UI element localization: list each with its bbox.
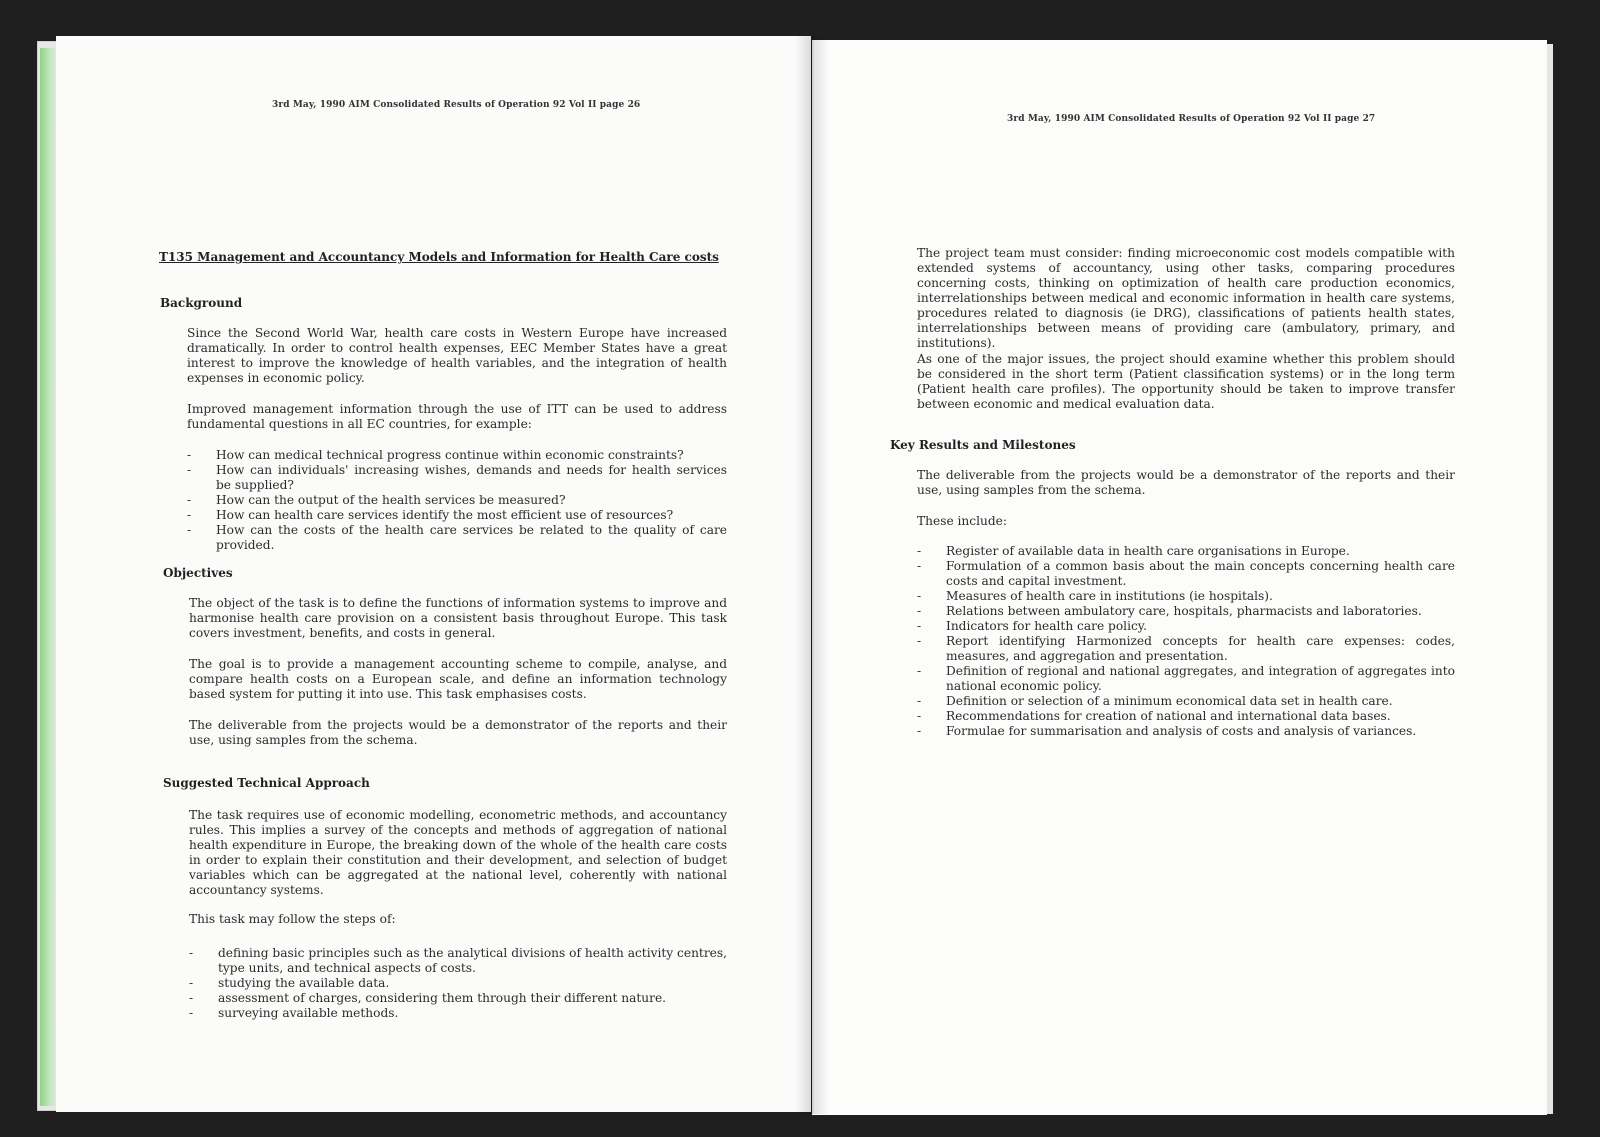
list-item: - How can individuals' increasing wishes, demands and needs for health services be supplied? bbox=[187, 463, 727, 493]
list-item: - Relations between ambulatory care, hospitals, pharmacists and laboratories. bbox=[917, 604, 1455, 619]
background-question-list bbox=[187, 448, 727, 553]
key-results-heading: Key Results and Milestones bbox=[890, 438, 1076, 452]
book-gutter bbox=[795, 36, 829, 1114]
left-page bbox=[56, 36, 811, 1112]
list-item: - surveying available methods. bbox=[189, 1006, 727, 1021]
objectives-paragraph-3: The deliverable from the projects would be a demonstrator of the reports and their use, using samples from the schema. bbox=[189, 718, 727, 747]
list-item: - Register of available data in health care organisations in Europe. bbox=[917, 544, 1455, 559]
list-item: - How can medical technical progress continue within economic constraints? bbox=[187, 448, 727, 463]
approach-heading: Suggested Technical Approach bbox=[163, 776, 370, 790]
key-results-paragraph-2: These include: bbox=[917, 514, 1007, 528]
list-item: - Recommendations for creation of national and international data bases. bbox=[917, 709, 1455, 724]
page-header-right: 3rd May, 1990 AIM Consolidated Results of Operation 92 Vol II page 27 bbox=[1007, 114, 1376, 124]
list-item: - Formulation of a common basis about the main concepts concerning health care costs and capital investment. bbox=[917, 559, 1455, 589]
list-item: - How can health care services identify the most efficient use of resources? bbox=[187, 508, 727, 523]
page-title: T135 Management and Accountancy Models and Information for Health Care costs bbox=[159, 250, 719, 264]
list-item: - assessment of charges, considering them through their different nature. bbox=[189, 991, 727, 1006]
objectives-paragraph-2: The goal is to provide a management accounting scheme to compile, analyse, and compare health costs on a European scale, and define an information technology based system for putting it into use. This task emphasises costs. bbox=[189, 657, 727, 701]
background-paragraph-1: Since the Second World War, health care costs in Western Europe have increased dramatically. In order to control health expenses, EEC Member States have a great interest to improve the knowledge of health variables, and the integration of health expenses in economic policy. bbox=[187, 326, 727, 385]
list-item: - Formulae for summarisation and analysis of costs and analysis of variances. bbox=[917, 724, 1455, 739]
list-item: - defining basic principles such as the analytical divisions of health activity centres, type units, and technical aspects of costs. bbox=[189, 946, 727, 976]
project-team-paragraph: The project team must consider: finding microeconomic cost models compatible with extended systems of accountancy, using other tasks, comparing procedures concerning costs, thinking on optimization of health care production economics, interrelationships between medical and economic information in health care systems, procedures related to diagnosis (ie DRG), classifications of patients health states, interrelationships between means of providing care (ambulatory, primary, and institutions). bbox=[917, 246, 1455, 350]
approach-steps-list bbox=[189, 946, 727, 1021]
list-item: - Definition or selection of a minimum economical data set in health care. bbox=[917, 694, 1455, 709]
objectives-heading: Objectives bbox=[163, 566, 233, 580]
major-issues-paragraph: As one of the major issues, the project should examine whether this problem should be considered in the short term (Patient classification systems) or in the long term (Patient health care profiles). The opportunity should be taken to improve transfer between economic and medical evaluation data. bbox=[917, 352, 1455, 411]
list-item: - Definition of regional and national aggregates, and integration of aggregates into national economic policy. bbox=[917, 664, 1455, 694]
green-page-edge bbox=[40, 48, 56, 1106]
key-results-paragraph-1: The deliverable from the projects would be a demonstrator of the reports and their use, using samples from the schema. bbox=[917, 468, 1455, 497]
approach-paragraph-1: The task requires use of economic modelling, econometric methods, and accountancy rules. This implies a survey of the concepts and methods of aggregation of national health expenditure in Europe, the breaking down of the whole of the health care costs in order to explain their constitution and their development, and selection of budget variables which can be aggregated at the national level, coherently with national accountancy systems. bbox=[189, 808, 727, 897]
approach-paragraph-2: This task may follow the steps of: bbox=[189, 912, 396, 926]
right-page bbox=[812, 40, 1547, 1115]
list-item: - Indicators for health care policy. bbox=[917, 619, 1455, 634]
list-item: - studying the available data. bbox=[189, 976, 727, 991]
objectives-paragraph-1: The object of the task is to define the functions of information systems to improve and harmonise health care provision on a consistent basis throughout Europe. This task covers investment, benefits, and costs in general. bbox=[189, 596, 727, 640]
list-item: - Measures of health care in institutions (ie hospitals). bbox=[917, 589, 1455, 604]
list-item: - Report identifying Harmonized concepts for health care expenses: codes, measures, and aggregation and presentation. bbox=[917, 634, 1455, 664]
key-results-list bbox=[917, 544, 1455, 739]
page-header-left: 3rd May, 1990 AIM Consolidated Results of Operation 92 Vol II page 26 bbox=[272, 100, 641, 110]
background-heading: Background bbox=[160, 296, 243, 310]
list-item: - How can the costs of the health care services be related to the quality of care provided. bbox=[187, 523, 727, 553]
list-item: - How can the output of the health services be measured? bbox=[187, 493, 727, 508]
background-paragraph-2: Improved management information through the use of ITT can be used to address fundamental questions in all EC countries, for example: bbox=[187, 402, 727, 431]
